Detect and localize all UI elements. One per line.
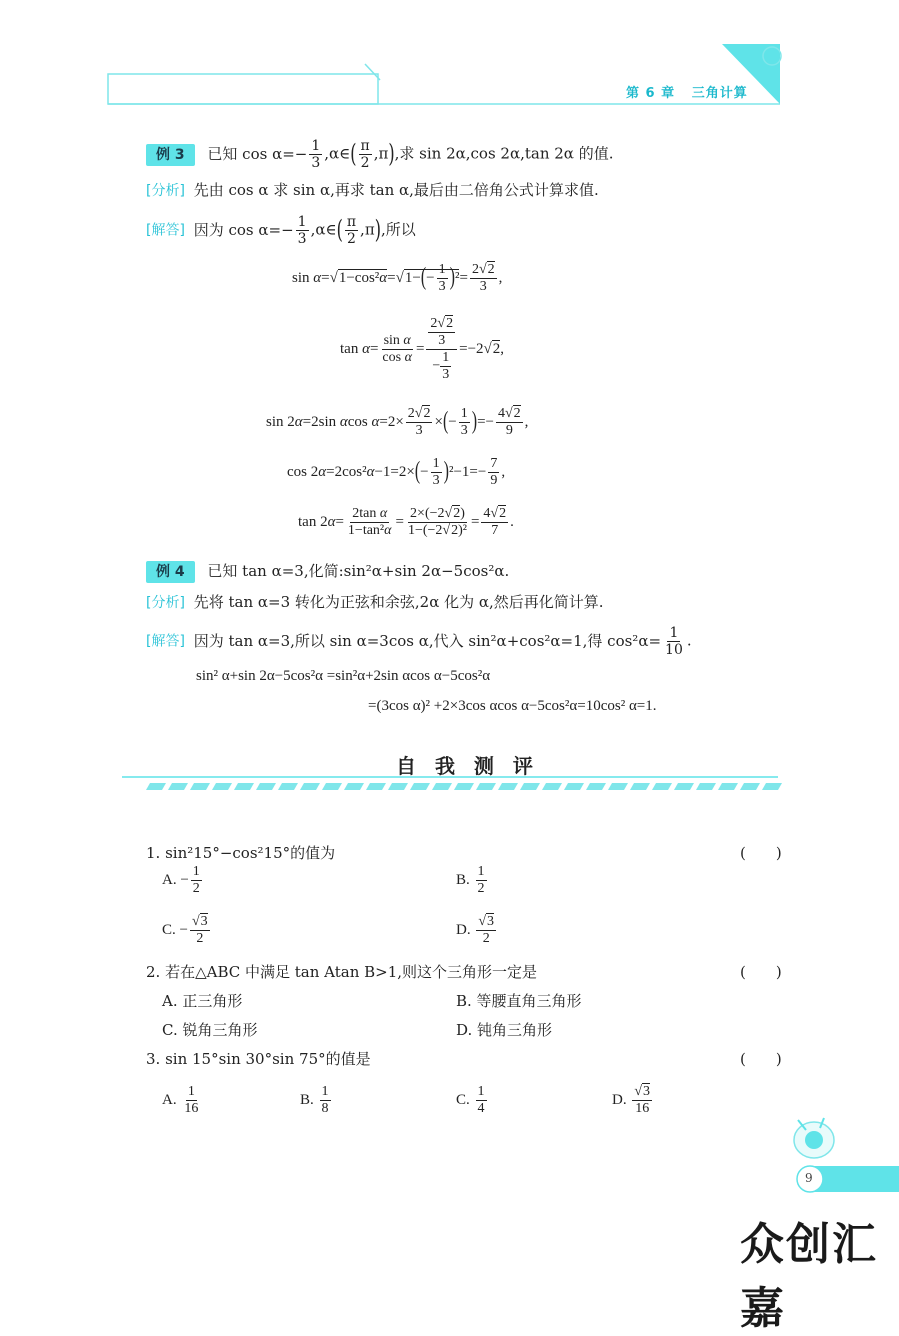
chapter-title: 三角计算: [691, 86, 748, 101]
question-3-option-a: A. $\frac{1}{16}$: [162, 1084, 199, 1116]
example-4-tag: 例 4: [146, 561, 195, 583]
frac-den: 2: [346, 231, 356, 247]
question-1-stem: 1. sin²15°−cos²15°的值为: [146, 844, 336, 862]
equation-tan-alpha: tan α= $\frac{\text{sin α}}{\text{cos α}}$ = $\frac{2√2}{3}$ − $\frac{1}{3}$ =−2√2,: [340, 316, 505, 382]
analysis-text: 先由 cos α 求 sin α,再求 tan α,最后由二倍角公式计算求值.: [193, 181, 599, 199]
example-3-problem-pre: 已知 cos α=−: [207, 144, 308, 163]
answer-mid: ,α∈: [310, 220, 337, 239]
equation-sin-2alpha: sin 2α=2sin αcos α=2× $\frac{2√2}{3}$ ×(− $\frac{1}{3}$ )=− $\frac{4√2}{9}$ ,: [266, 406, 529, 438]
frac-num: π: [360, 138, 370, 154]
answer-pi: ,π: [360, 220, 375, 239]
section-divider: [0, 770, 899, 800]
frac-den: 3: [297, 231, 307, 247]
equation-tan-2alpha: tan 2α= $\frac{\text{2tan α}}{\text{1−tan²α}}$ = $\frac{2\times(-2√2)}{\text{1−(−2√2)²}}$ = $\frac{4√2}{7}$ .: [298, 506, 514, 538]
example-3-answer: [解答] 因为 cos α=− $\frac{1}{3}$ ,α∈( $\frac{\pi}{2}$ ,π),所以: [146, 213, 416, 247]
example-3-tag: 例 3: [146, 144, 195, 166]
example-4-analysis: [146, 592, 604, 613]
example-3-problem-mid: ,α∈: [324, 144, 351, 163]
example-3-problem: 例 3 已知 cos α=− $\frac{1}{3}$ ,α∈( $\frac{\pi}{2}$ ,π),求 sin 2α,cos 2α,tan 2α 的值.: [146, 138, 613, 171]
example-4-line-2: =(3cos α)² +2×3cos αcos α−5cos²α=10cos² α=1.: [368, 698, 657, 714]
question-2-option-d: D. 钝角三角形: [456, 1021, 553, 1039]
example-4-problem: [146, 561, 509, 583]
question-2-option-c: C. 锐角三角形: [162, 1021, 258, 1039]
page-number: 9: [805, 1171, 813, 1185]
frac-den: 10: [665, 642, 683, 658]
frac-den: 3: [311, 155, 321, 171]
question-1-option-a: A. − $\frac{1}{2}$: [162, 864, 200, 896]
answer-label: [解答]: [146, 222, 185, 239]
question-2-option-a: A. 正三角形: [162, 992, 243, 1010]
answer-pre: 因为 tan α=3,所以 sin α=3cos α,代入 sin²α+cos²α=1,得 cos²α=: [193, 631, 662, 650]
frac-num: π: [346, 214, 357, 230]
chapter-number: 第 6 章: [626, 86, 676, 101]
question-2-option-b: B. 等腰直角三角形: [456, 992, 582, 1010]
page-number-tab: [780, 1160, 899, 1200]
question-2-answer-paren: ( ): [740, 963, 782, 981]
equation-sin-alpha: sin α=√1−cos²α=√1−(− $\frac{1}{3}$ )²= $\frac{2√2}{3}$ ,: [292, 262, 503, 294]
analysis-label: [分析]: [146, 183, 185, 199]
watermark: 众创汇嘉: [740, 1219, 878, 1334]
frac-num: 1: [297, 214, 307, 230]
frac-num: 1: [669, 625, 679, 641]
example-4-line-1: sin² α+sin 2α−5cos²α =sin²α+2sin αcos α−5cos²α: [196, 668, 491, 684]
example-3-problem-pi: ,π: [373, 144, 389, 163]
answer-pre: 因为 cos α=−: [193, 220, 294, 239]
fraction-one-third: [296, 214, 309, 247]
fraction-one-tenth: [663, 625, 685, 658]
question-3-option-d: D. $\frac{√3}{16}$: [612, 1084, 651, 1116]
chapter-header: [626, 82, 748, 101]
fraction-pi-half: [345, 214, 358, 247]
frac-num: 1: [311, 138, 321, 154]
question-1-option-b: B. $\frac{1}{2}$: [456, 864, 485, 896]
answer-label: [解答]: [146, 633, 185, 650]
question-3-stem: 3. sin 15°sin 30°sin 75°的值是: [146, 1050, 371, 1068]
question-1-option-d: D. $\frac{√3}{2}$: [456, 914, 495, 946]
fraction-pi-half: [359, 138, 372, 171]
question-3-answer-paren: ( ): [740, 1050, 782, 1068]
analysis-label: [分析]: [146, 595, 185, 611]
frac-den: 2: [360, 155, 370, 171]
example-3-analysis: [146, 180, 599, 201]
example-3-problem-post: ,求 sin 2α,cos 2α,tan 2α 的值.: [394, 144, 614, 163]
fraction-one-third: [309, 138, 322, 171]
example-4-problem-text: 已知 tan α=3,化简:sin²α+sin 2α−5cos²α.: [207, 562, 510, 580]
header-decoration: [0, 0, 899, 130]
example-4-answer: [解答] 因为 tan α=3,所以 sin α=3cos α,代入 sin²α+cos²α=1,得 cos²α= $\frac{1}{10}$ .: [146, 625, 692, 658]
question-3-option-c: C. $\frac{1}{4}$: [456, 1084, 485, 1116]
question-3-option-b: B. $\frac{1}{8}$: [300, 1084, 329, 1116]
section-title: 自 我 测 评: [396, 754, 539, 778]
question-2-stem: 2. 若在△ABC 中满足 tan Atan B>1,则这个三角形一定是: [146, 963, 538, 981]
question-1-option-c: C. − $\frac{√3}{2}$: [162, 914, 208, 946]
equation-cos-2alpha: cos 2α=2cos²α−1=2×(− $\frac{1}{3}$ )²−1=− $\frac{7}{9}$ ,: [287, 456, 506, 488]
answer-post: ,所以: [380, 220, 416, 239]
analysis-text: 先将 tan α=3 转化为正弦和余弦,2α 化为 α,然后再化简计算.: [193, 593, 604, 611]
question-1-answer-paren: ( ): [740, 844, 782, 862]
